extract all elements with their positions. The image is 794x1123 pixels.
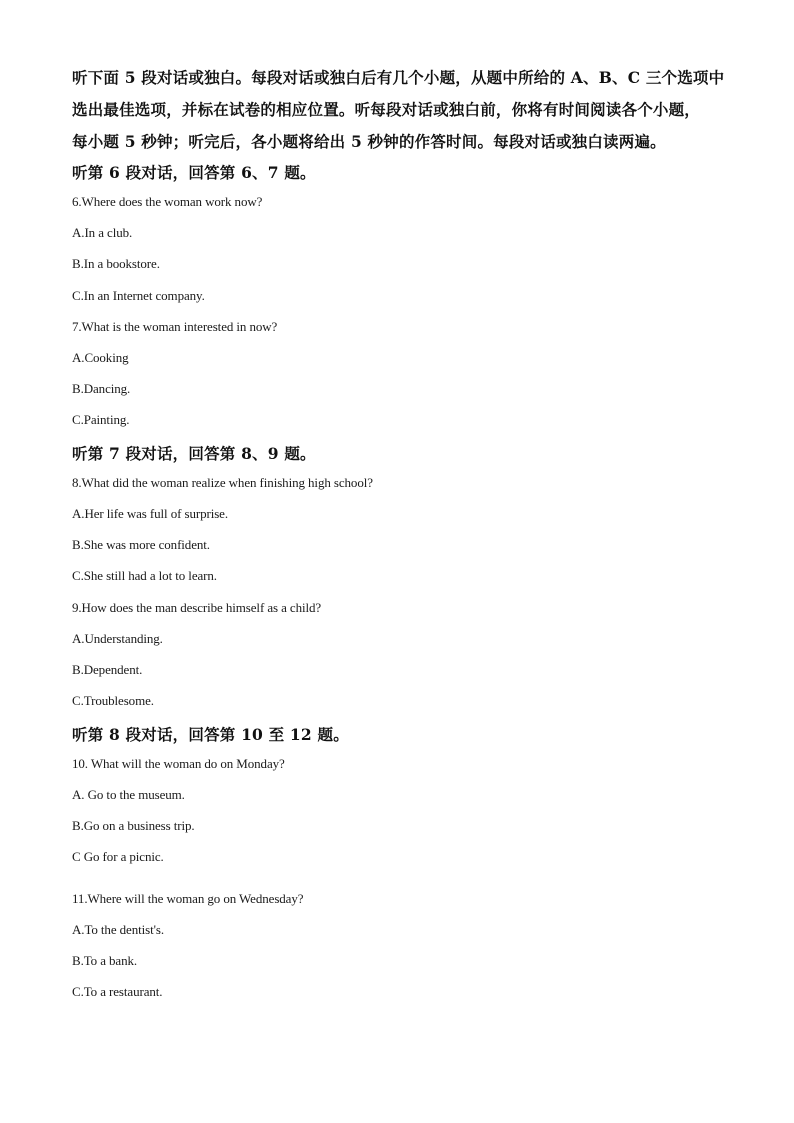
option-9a: A.Understanding.: [72, 631, 163, 646]
option-10a: A. Go to the museum.: [72, 787, 185, 802]
option-7b: B.Dancing.: [72, 381, 131, 396]
section-heading-8: 听第 8 段对话，回答第 10 至 12 题。: [72, 725, 349, 744]
instructions-line-1: 听下面 5 段对话或独白。每段对话或独白后有几个小题，从题中所给的 A、B、C 三个选项中: [72, 68, 725, 87]
option-8c: C.She still had a lot to learn.: [72, 568, 217, 583]
option-7a: A.Cooking: [72, 350, 129, 365]
option-11a: A.To the dentist's.: [72, 922, 164, 937]
option-6c: C.In an Internet company.: [72, 288, 205, 303]
option-9c: C.Troublesome.: [72, 693, 154, 708]
option-6a: A.In a club.: [72, 225, 133, 240]
question-6: 6.Where does the woman work now?: [72, 194, 263, 209]
question-7: 7.What is the woman interested in now?: [72, 319, 278, 334]
section-heading-6: 听第 6 段对话，回答第 6、7 题。: [72, 163, 316, 182]
option-10c: C Go for a picnic.: [72, 849, 164, 864]
question-11: 11.Where will the woman go on Wednesday?: [72, 891, 304, 906]
option-8b: B.She was more confident.: [72, 537, 210, 552]
option-7c: C.Painting.: [72, 412, 130, 427]
option-11b: B.To a bank.: [72, 953, 138, 968]
option-11c: C.To a restaurant.: [72, 984, 163, 999]
question-9: 9.How does the man describe himself as a child?: [72, 600, 322, 615]
instructions-line-2: 选出最佳选项，并标在试卷的相应位置。听每段对话或独白前，你将有时间阅读各个小题，: [72, 100, 701, 119]
question-10: 10. What will the woman do on Monday?: [72, 756, 285, 771]
question-8: 8.What did the woman realize when finishing high school?: [72, 475, 373, 490]
option-8a: A.Her life was full of surprise.: [72, 506, 229, 521]
option-6b: B.In a bookstore.: [72, 256, 160, 271]
instructions-line-3: 每小题 5 秒钟；听完后，各小题将给出 5 秒钟的作答时间。每段对话或独白读两遍。: [72, 132, 666, 151]
section-heading-7: 听第 7 段对话，回答第 8、9 题。: [72, 444, 316, 463]
option-10b: B.Go on a business trip.: [72, 818, 195, 833]
option-9b: B.Dependent.: [72, 662, 143, 677]
